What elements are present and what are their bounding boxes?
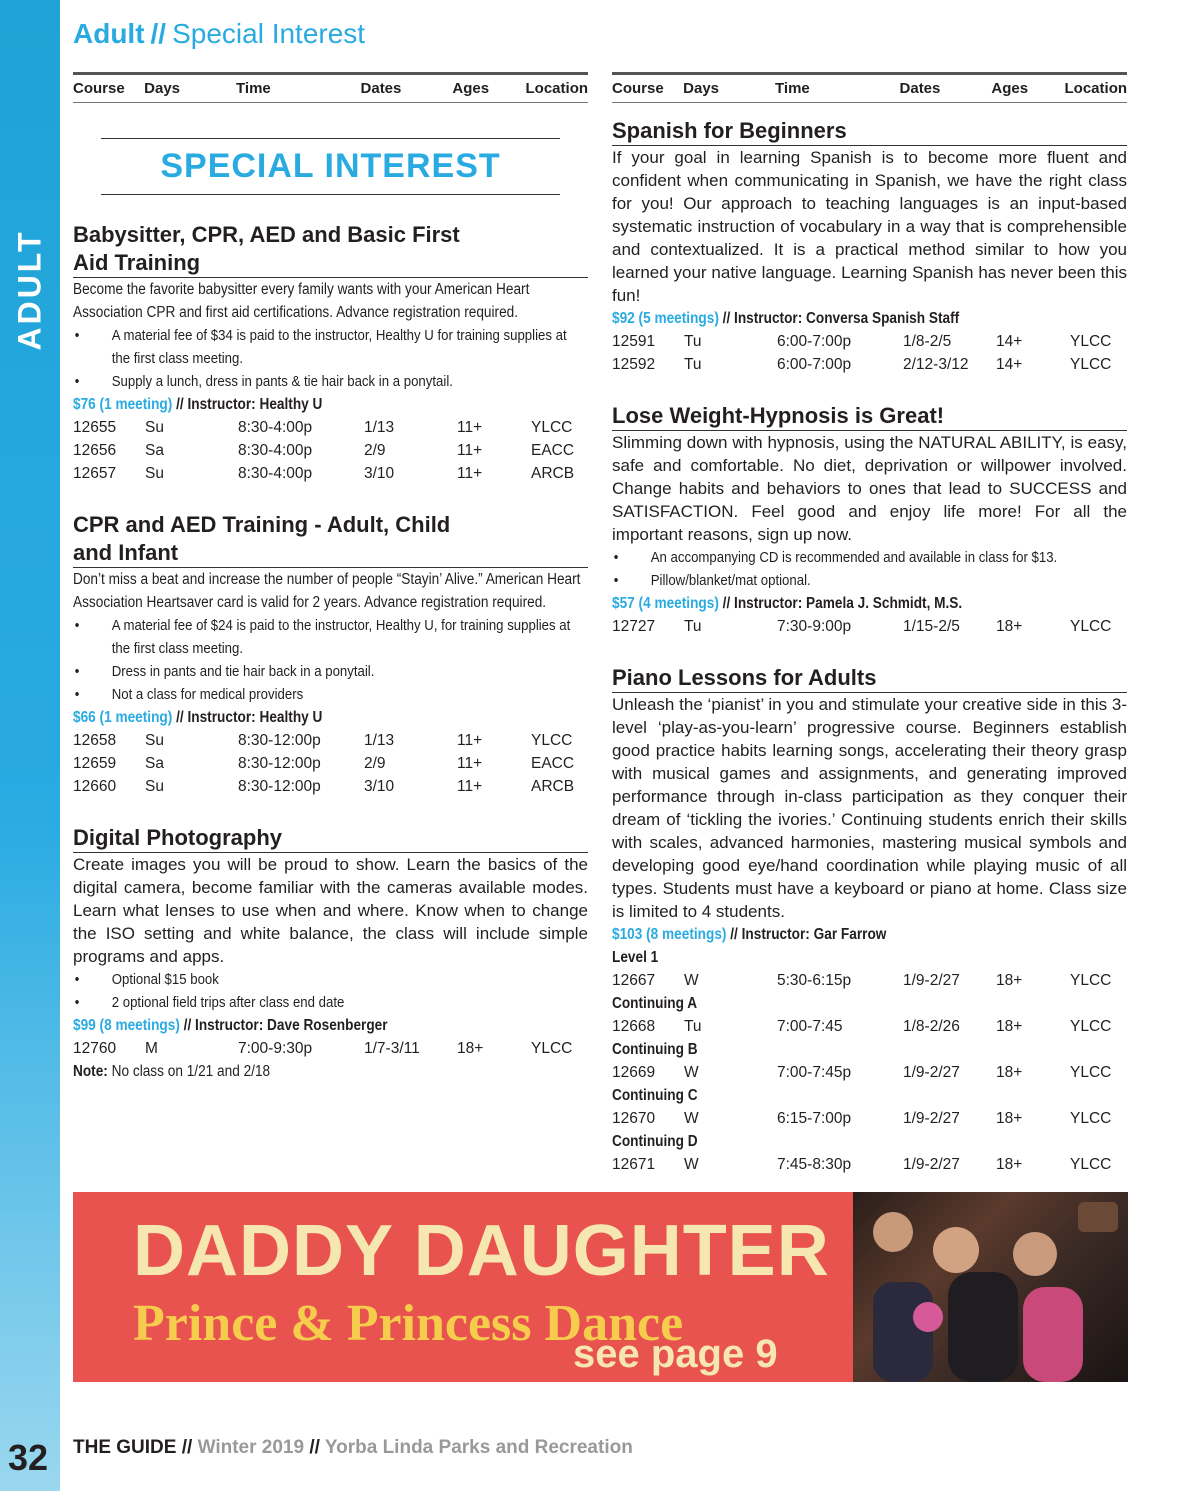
course-title — [73, 511, 588, 568]
course-description: Slimming down with hypnosis, using the NATURAL ABILITY, is easy, safe and comfortable. No diet, deprivation or willpower involved. Change habits and behaviors to ones that lead to SUCCESS and SATISFACTION. Feel good and enjoy life more! For all the important reasons, sign up now. — [612, 433, 1127, 544]
course-digital-photography — [73, 824, 588, 1083]
table-cell: Su — [145, 778, 164, 795]
course-price: $57 (4 meetings) — [612, 595, 719, 612]
course-instructor: // Instructor: Conversa Spanish Staff — [718, 310, 960, 327]
table-cell: 1/9-2/27 — [903, 972, 960, 989]
table-cell: 1/15-2/5 — [903, 618, 960, 635]
footer-sep: // — [181, 1437, 193, 1458]
course-meta — [73, 1014, 588, 1037]
header-location: Location — [1064, 80, 1128, 97]
table-cell: EACC — [531, 755, 575, 772]
course-description: Become the favorite babysitter every family wants with your American Heart Association CPR and first aid certifications. Advance registration required. — [73, 281, 530, 321]
table-cell: Sa — [145, 442, 164, 459]
course-meta — [73, 393, 588, 416]
table-cell: YLCC — [1070, 1064, 1112, 1081]
course-price: $99 (8 meetings) — [73, 1017, 180, 1034]
promo-banner[interactable] — [73, 1192, 1128, 1382]
table-cell: W — [684, 1064, 699, 1081]
table-cell: 2/9 — [364, 442, 386, 459]
table-row — [612, 969, 1127, 992]
course-meta — [612, 307, 1127, 330]
bullet-icon: • — [74, 327, 80, 344]
table-cell: YLCC — [1070, 1156, 1112, 1173]
course-price: $66 (1 meeting) — [73, 709, 173, 726]
bullet-text: An accompanying CD is recommended and available in class for $13. — [650, 549, 1058, 566]
table-row — [612, 330, 1127, 353]
table-row — [73, 1037, 588, 1060]
right-column — [612, 72, 1127, 1176]
bullet-item — [73, 660, 588, 683]
header-days: Days — [144, 80, 180, 97]
table-cell: 18+ — [457, 1040, 484, 1057]
table-cell: Tu — [684, 1018, 702, 1035]
table-cell: 11+ — [457, 442, 483, 459]
bullet-item — [612, 569, 1127, 592]
course-cpr-aed — [73, 511, 588, 798]
sidebar — [0, 0, 60, 1491]
bullet-text: 2 optional field trips after class end date — [111, 994, 345, 1011]
banner-title: DADDY DAUGHTER — [133, 1211, 830, 1291]
table-cell: Su — [145, 465, 164, 482]
course-title-line: and Infant — [73, 540, 179, 565]
course-price: $92 (5 meetings) — [612, 310, 719, 327]
table-cell: 12657 — [73, 465, 117, 482]
table-cell: 7:45-8:30p — [777, 1156, 852, 1173]
header-dates: Dates — [360, 80, 402, 97]
table-row — [612, 1153, 1127, 1176]
table-cell: 18+ — [996, 972, 1023, 989]
table-cell: YLCC — [1070, 972, 1112, 989]
table-cell: 6:00-7:00p — [777, 333, 852, 350]
table-cell: Tu — [684, 356, 702, 373]
table-row — [73, 439, 588, 462]
table-cell: 12592 — [612, 356, 656, 373]
course-meta — [612, 592, 1127, 615]
bullet-text: A material fee of $34 is paid to the instructor, Healthy U for training supplies at the first class meeting. — [111, 327, 567, 367]
table-cell: 6:00-7:00p — [777, 356, 852, 373]
footer-season: Winter 2019 — [197, 1437, 305, 1458]
sidebar-label: ADULT — [11, 229, 48, 351]
course-description: Create images you will be proud to show. Learn the basics of the digital camera, become familiar with the cameras available modes. Learn what lenses to use when and where. Know when to change the ISO setting and white balance, the class will include simple programs and apps. — [73, 855, 588, 966]
table-cell: 12659 — [73, 755, 117, 772]
bullet-icon: • — [74, 994, 80, 1011]
table-cell: 12669 — [612, 1064, 656, 1081]
table-row — [612, 353, 1127, 376]
table-cell: 18+ — [996, 1156, 1023, 1173]
footer-sep: // — [309, 1437, 320, 1458]
course-spanish — [612, 117, 1127, 376]
level-label: Continuing D — [612, 1133, 698, 1150]
dance-photo — [853, 1192, 1128, 1382]
course-title: Spanish for Beginners — [612, 117, 1127, 146]
table-cell: 2/9 — [364, 755, 386, 772]
course-description: Unleash the ‘pianist’ in you and stimulate your creative side in this 3-level ‘play-as-you-learn’ progressive course. Beginners establish good practice habits learning songs, accelerating their theory grasp with musical games and assignments, and generating improved performance through in-class participation as they conquer their dream of ‘tickling the ivories.’ Continuing students enrich their skills with scales, advanced harmonies, mastering musical symbols and developing good eye/hand coordination while playing music of all types. Students must have a keyboard or piano at home. Class size is limited to 4 students. — [612, 695, 1127, 921]
bullet-item — [73, 968, 588, 991]
bullet-icon: • — [613, 549, 619, 566]
table-cell: 12656 — [73, 442, 117, 459]
table-cell: 12591 — [612, 333, 656, 350]
course-hypnosis — [612, 402, 1127, 638]
table-cell: 12660 — [73, 778, 117, 795]
bullet-icon: • — [74, 686, 80, 703]
course-description: Don’t miss a beat and increase the number of people “Stayin’ Alive.” American Heart Association Heartsaver card is valid for 2 years. Advance registration required. — [73, 571, 581, 611]
table-row — [612, 1061, 1127, 1084]
table-cell: YLCC — [1070, 333, 1112, 350]
bullet-item — [612, 546, 1127, 569]
bullet-icon: • — [613, 572, 619, 589]
table-cell: 8:30-4:00p — [238, 419, 313, 436]
table-cell: YLCC — [531, 732, 573, 749]
table-row — [73, 752, 588, 775]
note-label: Note: — [73, 1063, 108, 1080]
table-cell: 1/8-2/26 — [903, 1018, 960, 1035]
footer — [73, 1437, 633, 1459]
table-cell: 8:30-12:00p — [238, 755, 321, 772]
course-note — [73, 1060, 588, 1083]
table-cell: 11+ — [457, 732, 483, 749]
table-cell: 18+ — [996, 618, 1023, 635]
table-row — [612, 1107, 1127, 1130]
table-cell: W — [684, 1156, 699, 1173]
table-cell: 1/9-2/27 — [903, 1110, 960, 1127]
table-cell: 12668 — [612, 1018, 656, 1035]
section-title: SPECIAL INTEREST — [160, 147, 501, 185]
table-cell: Sa — [145, 755, 164, 772]
table-cell: 12670 — [612, 1110, 656, 1127]
header-time: Time — [775, 80, 810, 97]
table-header — [612, 72, 1127, 103]
table-cell: 11+ — [457, 778, 483, 795]
bullet-icon: • — [74, 971, 80, 988]
table-cell: 18+ — [996, 1110, 1023, 1127]
table-cell: 8:30-12:00p — [238, 732, 321, 749]
table-row — [73, 775, 588, 798]
table-cell: 12671 — [612, 1156, 656, 1173]
table-row — [73, 462, 588, 485]
table-cell: YLCC — [531, 419, 573, 436]
course-price: $103 (8 meetings) — [612, 926, 727, 943]
table-cell: ARCB — [531, 778, 575, 795]
banner-subtitle: Prince & Princess Dance — [133, 1295, 684, 1352]
bullet-icon: • — [74, 373, 80, 390]
course-instructor: // Instructor: Gar Farrow — [726, 926, 887, 943]
table-header — [73, 72, 588, 103]
course-title-line: CPR and AED Training - Adult, Child — [73, 512, 451, 537]
table-cell: 7:30-9:00p — [777, 618, 852, 635]
table-cell: YLCC — [1070, 356, 1112, 373]
bullet-text: Dress in pants and tie hair back in a ponytail. — [111, 663, 375, 680]
bullet-icon: • — [74, 663, 80, 680]
course-instructor: // Instructor: Healthy U — [172, 396, 323, 413]
table-cell: 11+ — [457, 755, 483, 772]
table-cell: Su — [145, 419, 164, 436]
table-cell: ARCB — [531, 465, 575, 482]
table-cell: 7:00-9:30p — [238, 1040, 313, 1057]
table-row — [612, 1015, 1127, 1038]
table-cell: 12655 — [73, 419, 117, 436]
table-cell: 7:00-7:45 — [777, 1018, 843, 1035]
table-cell: 1/9-2/27 — [903, 1156, 960, 1173]
bullet-item — [73, 991, 588, 1014]
bullet-item — [73, 370, 588, 393]
table-cell: 18+ — [996, 1018, 1023, 1035]
table-cell: 1/7-3/11 — [364, 1040, 420, 1057]
table-cell: 14+ — [996, 356, 1023, 373]
bullet-text: A material fee of $24 is paid to the instructor, Healthy U, for training supplies at the first class meeting. — [111, 617, 571, 657]
table-cell: 8:30-12:00p — [238, 778, 321, 795]
table-cell: 12727 — [612, 618, 656, 635]
table-cell: 1/13 — [364, 732, 395, 749]
section-title-box — [101, 138, 560, 195]
table-cell: 12760 — [73, 1040, 117, 1057]
bullet-item — [73, 324, 588, 370]
table-cell: 2/12-3/12 — [903, 356, 969, 373]
table-cell: YLCC — [1070, 1110, 1112, 1127]
table-cell: Su — [145, 732, 164, 749]
table-cell: 8:30-4:00p — [238, 465, 313, 482]
course-instructor: // Instructor: Healthy U — [172, 709, 323, 726]
course-title-line: Babysitter, CPR, AED and Basic First — [73, 222, 460, 247]
table-cell: 8:30-4:00p — [238, 442, 313, 459]
table-cell: Tu — [684, 333, 702, 350]
bullet-text: Supply a lunch, dress in pants & tie hair back in a ponytail. — [111, 373, 453, 390]
table-row — [73, 416, 588, 439]
table-cell: 12658 — [73, 732, 117, 749]
table-cell: Tu — [684, 618, 702, 635]
course-title: Lose Weight-Hypnosis is Great! — [612, 402, 1127, 431]
header-days: Days — [683, 80, 719, 97]
table-cell: YLCC — [1070, 618, 1112, 635]
course-title: Piano Lessons for Adults — [612, 664, 1127, 693]
table-cell: 3/10 — [364, 465, 395, 482]
table-cell: 12667 — [612, 972, 656, 989]
course-meta — [612, 923, 1127, 946]
table-cell: W — [684, 1110, 699, 1127]
header-subcategory: Special Interest — [172, 18, 366, 49]
table-cell: 18+ — [996, 1064, 1023, 1081]
header-dates: Dates — [899, 80, 941, 97]
table-cell: 3/10 — [364, 778, 395, 795]
level-label: Continuing C — [612, 1087, 698, 1104]
footer-guide: THE GUIDE — [73, 1437, 177, 1458]
header-separator: // — [150, 18, 167, 49]
header-course: Course — [73, 80, 125, 97]
bullet-item — [73, 614, 588, 660]
page-number: 32 — [8, 1437, 49, 1478]
header-category: Adult — [73, 18, 145, 49]
course-title: Digital Photography — [73, 824, 588, 853]
table-cell: YLCC — [1070, 1018, 1112, 1035]
table-cell: 11+ — [457, 419, 483, 436]
course-meta — [73, 706, 588, 729]
table-cell: 14+ — [996, 333, 1023, 350]
bullet-text: Not a class for medical providers — [111, 686, 304, 703]
course-description: If your goal in learning Spanish is to become more fluent and confident when communicating in Spanish, we have the right class for you! Our approach to teaching languages is an input-based systematic instruction of vocabulary in a way that is comprehensible and contextualized. It is a practical method similar to how you learned your native language. Learning Spanish has never been this fun! — [612, 148, 1127, 305]
table-cell: W — [684, 972, 699, 989]
header-location: Location — [525, 80, 589, 97]
course-babysitter — [73, 221, 588, 485]
footer-org: Yorba Linda Parks and Recreation — [324, 1437, 633, 1458]
table-cell: M — [145, 1040, 158, 1057]
level-label: Level 1 — [612, 949, 659, 966]
bullet-item — [73, 683, 588, 706]
course-piano — [612, 664, 1127, 1176]
course-instructor: // Instructor: Dave Rosenberger — [179, 1017, 388, 1034]
level-label: Continuing B — [612, 1041, 698, 1058]
table-cell: 1/8-2/5 — [903, 333, 952, 350]
table-cell: 11+ — [457, 465, 483, 482]
table-cell: 7:00-7:45p — [777, 1064, 852, 1081]
table-cell: 1/9-2/27 — [903, 1064, 960, 1081]
level-label: Continuing A — [612, 995, 698, 1012]
bullet-text: Optional $15 book — [111, 971, 219, 988]
table-cell: YLCC — [531, 1040, 573, 1057]
course-title — [73, 221, 588, 278]
table-row — [612, 615, 1127, 638]
header-course: Course — [612, 80, 664, 97]
left-column — [73, 72, 588, 1083]
page-header — [73, 18, 365, 50]
table-cell: EACC — [531, 442, 575, 459]
course-price: $76 (1 meeting) — [73, 396, 173, 413]
bullet-text: Pillow/blanket/mat optional. — [650, 572, 811, 589]
table-cell: 1/13 — [364, 419, 395, 436]
header-ages: Ages — [452, 80, 490, 97]
header-ages: Ages — [991, 80, 1029, 97]
table-cell: 5:30-6:15p — [777, 972, 852, 989]
note-text: No class on 1/21 and 2/18 — [107, 1063, 271, 1080]
banner-see-page-link[interactable]: see page 9 — [573, 1332, 778, 1376]
table-row — [73, 729, 588, 752]
header-time: Time — [236, 80, 271, 97]
course-title-line: Aid Training — [73, 250, 201, 275]
table-cell: 6:15-7:00p — [777, 1110, 852, 1127]
bullet-icon: • — [74, 617, 80, 634]
course-instructor: // Instructor: Pamela J. Schmidt, M.S. — [718, 595, 963, 612]
